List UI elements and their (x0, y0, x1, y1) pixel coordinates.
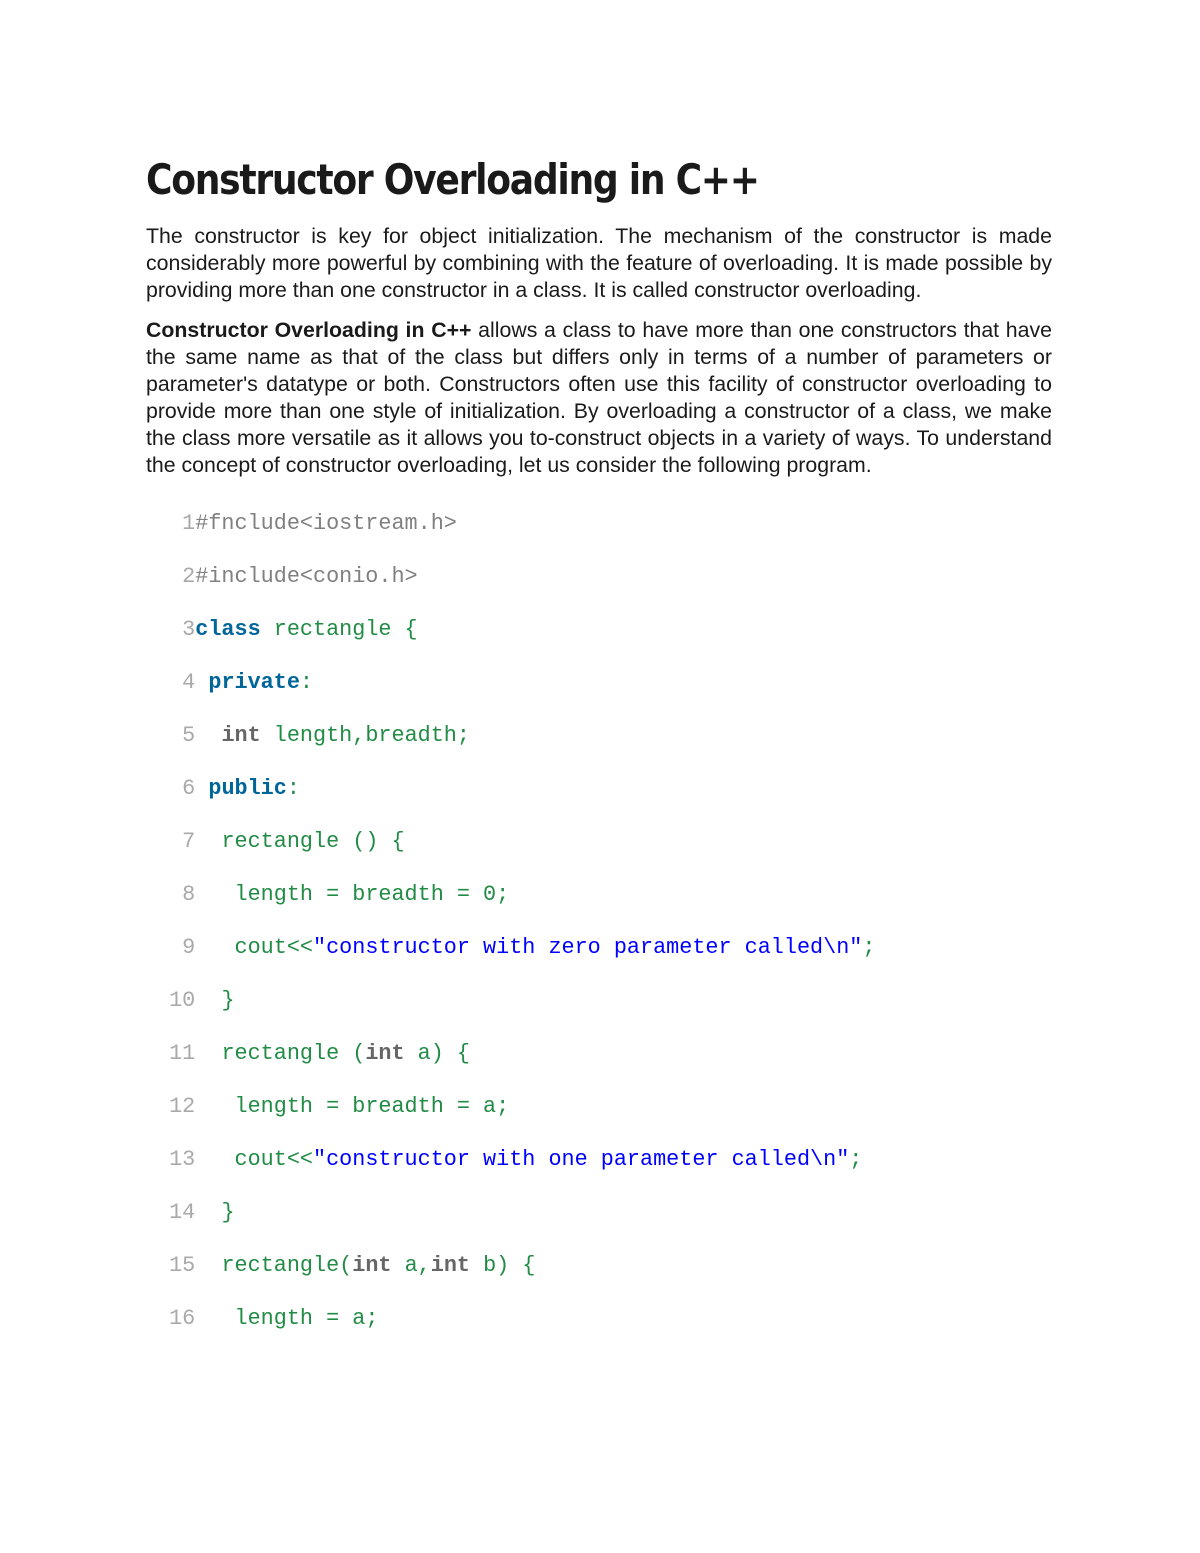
code-text: a, (391, 1253, 431, 1278)
code-text: #fnclude<iostream.h> (195, 511, 457, 536)
intro-paragraph: The constructor is key for object initialization. The mechanism of the constructor is made considerably more powerful by combining with the feature of overloading. It is made possible by providing more than one constructor in a class. It is called constructor overloading. (146, 224, 1052, 302)
code-text: rectangle { (260, 617, 418, 642)
line-number: 12 (169, 1094, 196, 1119)
code-text: #include<conio.h> (195, 564, 418, 589)
line-number: 9 (182, 935, 196, 960)
description-paragraph (146, 317, 1052, 479)
code-line (156, 989, 1052, 1042)
line-number: 11 (169, 1041, 196, 1066)
code-text: length = a; (234, 1306, 379, 1331)
document-page (146, 150, 1052, 1360)
code-line (156, 512, 1052, 565)
code-line (156, 671, 1052, 724)
line-number: 2 (182, 564, 196, 589)
description-text: allows a class to have more than one constructors that have the same name as that of the class but differs only in terms of a number of parameters or parameter's datatype or both. Constructors often use this facility of constructor overloading to provide more than one style of initialization. By overloading a constructor of a class, we make the class more versatile as it allows you to-construct objects in a variety of ways. To understand the concept of constructor overloading, let us consider the following program. (146, 318, 1052, 477)
code-text: rectangle( (221, 1253, 353, 1278)
code-line (156, 1254, 1052, 1307)
line-number: 6 (182, 776, 196, 801)
code-line (156, 936, 1052, 989)
code-line (156, 1095, 1052, 1148)
page-title: Constructor Overloading in C++ (146, 155, 759, 204)
code-line (156, 830, 1052, 883)
code-text: cout<< (234, 1147, 313, 1172)
code-keyword: public (208, 776, 287, 801)
code-line (156, 724, 1052, 777)
code-string: "constructor with one parameter called\n" (313, 1147, 850, 1172)
line-number: 4 (182, 670, 196, 695)
code-text: length,breadth; (260, 723, 470, 748)
code-text: b) { (470, 1253, 536, 1278)
code-line (156, 1148, 1052, 1201)
code-text: rectangle () { (221, 829, 405, 854)
code-text: : (286, 776, 300, 801)
line-number: 1 (182, 511, 196, 536)
code-line (156, 1042, 1052, 1095)
code-text: } (221, 1200, 235, 1225)
line-number: 16 (169, 1306, 196, 1331)
code-type: int (430, 1253, 470, 1278)
code-block (156, 512, 1052, 1360)
code-text: ; (862, 935, 876, 960)
line-number: 8 (182, 882, 196, 907)
line-number: 15 (169, 1253, 196, 1278)
code-line (156, 777, 1052, 830)
line-number: 7 (182, 829, 196, 854)
code-text: length = breadth = a; (234, 1094, 510, 1119)
description-bold-lead: Constructor Overloading in C++ (146, 318, 472, 342)
code-type: int (365, 1041, 405, 1066)
code-line (156, 565, 1052, 618)
code-line (156, 1201, 1052, 1254)
code-text: length = breadth = 0; (234, 882, 510, 907)
code-text: : (299, 670, 314, 695)
code-keyword: class (195, 617, 261, 642)
code-type: int (352, 1253, 392, 1278)
code-keyword: private (208, 670, 300, 695)
line-number: 10 (169, 988, 196, 1013)
code-line (156, 618, 1052, 671)
code-text: cout<< (234, 935, 313, 960)
line-number: 14 (169, 1200, 196, 1225)
code-line (156, 1307, 1052, 1360)
line-number: 3 (182, 617, 196, 642)
code-text: rectangle ( (221, 1041, 366, 1066)
code-text: a) { (404, 1041, 470, 1066)
line-number: 13 (169, 1147, 196, 1172)
code-type: int (221, 723, 261, 748)
code-line (156, 883, 1052, 936)
code-string: "constructor with zero parameter called\n" (313, 935, 863, 960)
code-text: ; (849, 1147, 863, 1172)
line-number: 5 (182, 723, 196, 748)
code-text: } (221, 988, 235, 1013)
